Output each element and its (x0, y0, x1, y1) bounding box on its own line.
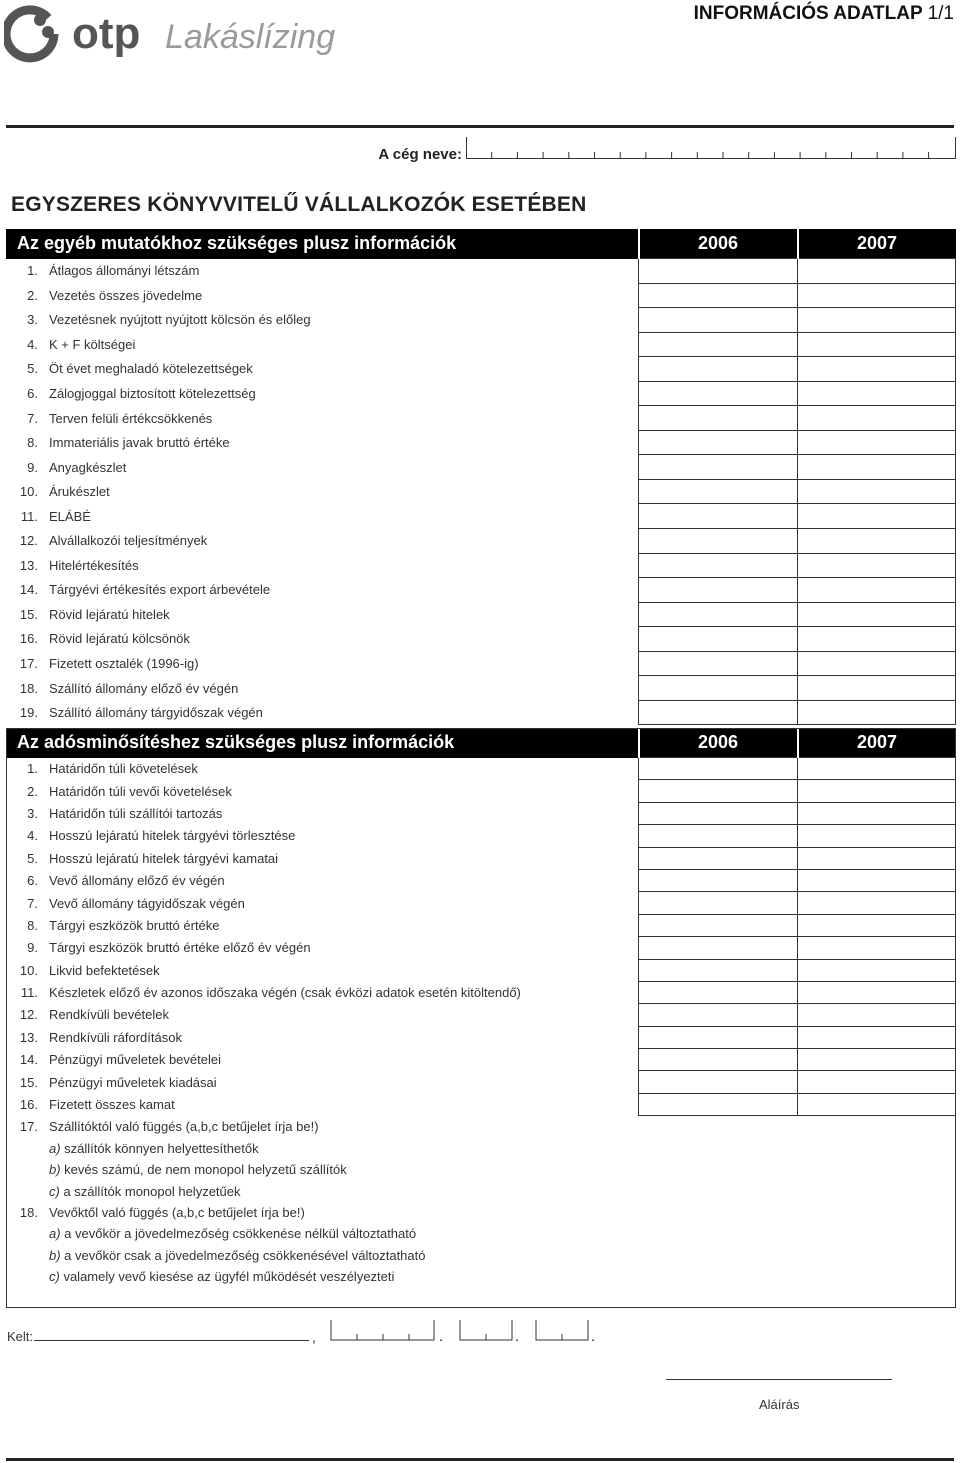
row-label: Tárgyi eszközök bruttó értéke (49, 917, 220, 933)
row-label: Terven felüli értékcsökkenés (49, 410, 213, 426)
value-cell-2006[interactable] (639, 676, 798, 701)
row-number: 3. (27, 312, 38, 328)
value-cell-2006[interactable] (639, 381, 798, 406)
logo-brand-text: otp (72, 9, 141, 58)
row-label: Hosszú lejáratú hitelek tárgyévi kamatai (49, 850, 279, 866)
value-cell-2007[interactable] (798, 959, 956, 981)
row-number: 5. (27, 361, 38, 377)
table-row (6, 1202, 956, 1223)
table2-year-2006: 2006 (639, 728, 798, 758)
table-row (6, 914, 956, 936)
page-number: 1/1 (927, 3, 954, 24)
row-number: 8. (27, 917, 38, 933)
row-number: 12. (19, 1007, 38, 1023)
row-number: 5. (27, 850, 38, 866)
row-label: Fizetett osztalék (1996-ig) (49, 656, 199, 672)
table-row (6, 430, 956, 455)
value-cell-2006[interactable] (639, 283, 798, 308)
row-label: Vevőktől való függés (a,b,c betűjelet írja be!) (49, 1205, 305, 1220)
signature-line[interactable] (666, 1379, 892, 1380)
place-input[interactable] (34, 1340, 309, 1341)
table-row (6, 780, 956, 802)
bottom-divider (6, 1458, 954, 1461)
value-cell-2007[interactable] (798, 455, 956, 480)
value-cell-2007[interactable] (798, 529, 956, 554)
table-row (6, 869, 956, 891)
row-label: Vevő állomány tágyidőszak végén (49, 895, 245, 911)
row-label: Anyagkészlet (49, 459, 127, 475)
row-number: 16. (19, 631, 38, 647)
table-row (6, 553, 956, 578)
table-row (6, 578, 956, 603)
other-indicators-table (6, 229, 956, 725)
row-label: Határidőn túli követelések (49, 761, 198, 777)
top-divider (6, 125, 954, 128)
row-label: ELÁBÉ (49, 508, 91, 524)
row-number: 17. (19, 656, 38, 672)
option-text (6, 1223, 956, 1244)
value-cell-2007[interactable] (798, 1093, 956, 1115)
row-label: Vevő állomány előző év végén (49, 873, 225, 889)
company-name-label: A cég neve: (378, 146, 462, 163)
value-cell-2006[interactable] (639, 504, 798, 529)
row-label: Zálogjoggal biztosított kötelezettség (49, 386, 256, 401)
option-letter: c) (49, 1269, 60, 1285)
option-row (6, 1159, 956, 1180)
document-title (694, 3, 954, 25)
row-number: 10. (19, 484, 38, 500)
row-label: Szállítóktól való függés (a,b,c betűjelet írja be!) (49, 1119, 319, 1135)
value-cell-2006[interactable] (639, 869, 798, 891)
value-cell-2007[interactable] (798, 780, 956, 802)
value-cell-2007[interactable] (798, 802, 956, 824)
value-cell-2006[interactable] (639, 259, 798, 284)
row-label: Pénzügyi műveletek kiadásai (49, 1074, 217, 1090)
table1-header-row (6, 229, 956, 259)
signature-label: Aláírás (759, 1397, 800, 1412)
table2-title: Az adósminősítéshez szükséges plusz információk (6, 728, 639, 758)
value-cell-2006[interactable] (639, 627, 798, 652)
value-cell-2007[interactable] (798, 914, 956, 936)
value-cell-2007[interactable] (798, 869, 956, 891)
option-description: a vevőkör a jövedelmezőség csökkenése nélkül változtatható (60, 1226, 417, 1242)
value-cell-2007[interactable] (798, 504, 956, 529)
date-dot-1: . (439, 1328, 443, 1344)
option-row (6, 1266, 956, 1287)
row-number: 12. (19, 533, 38, 549)
row-label: Tárgyévi értékesítés export árbevétele (49, 582, 271, 598)
value-cell-2006[interactable] (639, 1049, 798, 1071)
option-row (6, 1138, 956, 1159)
row-label: Határidőn túli szállítói tartozás (49, 805, 223, 821)
table-row (6, 283, 956, 308)
option-letter: a) (49, 1140, 61, 1156)
row-label: Határidőn túli vevői követelések (49, 783, 232, 799)
date-input[interactable] (330, 1320, 600, 1346)
table-row (6, 504, 956, 529)
row-number: 1. (27, 263, 38, 279)
value-cell-2006[interactable] (639, 780, 798, 802)
row-label: Tárgyi eszközök bruttó értéke előző év végén (49, 940, 311, 956)
row-label: Immateriális javak bruttó értéke (49, 435, 230, 451)
row-number: 14. (19, 1052, 38, 1068)
value-cell-2006[interactable] (639, 1093, 798, 1115)
value-cell-2007[interactable] (798, 259, 956, 284)
option-row (6, 1180, 956, 1201)
row-label: Rendkívüli ráfordítások (49, 1029, 182, 1045)
row-label: Árukészlet (49, 484, 110, 500)
option-letter: c) (49, 1183, 60, 1199)
table-row (6, 529, 956, 554)
value-cell-2006[interactable] (639, 602, 798, 627)
row-label: Szállító állomány előző év végén (49, 680, 239, 696)
option-text (6, 1245, 956, 1266)
row-label: Alvállalkozói teljesítmények (49, 533, 208, 549)
value-cell-2007[interactable] (798, 1049, 956, 1071)
value-cell-2007[interactable] (798, 1026, 956, 1048)
table-row (6, 676, 956, 701)
value-cell-2006[interactable] (639, 959, 798, 981)
value-cell-2006[interactable] (639, 529, 798, 554)
value-cell-2006[interactable] (639, 479, 798, 504)
value-cell-2006[interactable] (639, 553, 798, 578)
value-cell-2006[interactable] (639, 892, 798, 914)
option-description: a szállítók monopol helyzetűek (59, 1183, 241, 1199)
table-row (6, 981, 956, 1003)
value-cell-2006[interactable] (639, 847, 798, 869)
row-label: Likvid befektetések (49, 962, 160, 978)
option-text (6, 1159, 956, 1180)
row-number: 16. (19, 1097, 38, 1113)
company-name-input[interactable] (466, 137, 956, 159)
value-cell-2007[interactable] (798, 553, 956, 578)
row-number: 11. (20, 508, 38, 524)
table1-year-2006: 2006 (639, 229, 798, 259)
value-cell-2006[interactable] (639, 406, 798, 431)
row-label: Rövid lejáratú kölcsönök (49, 631, 190, 647)
row-label: Pénzügyi műveletek bevételei (49, 1052, 221, 1068)
place-comma: , (312, 1329, 316, 1345)
row-number: 11. (20, 985, 38, 1001)
value-cell-2007[interactable] (798, 332, 956, 357)
value-cell-2006[interactable] (639, 308, 798, 333)
option-letter: b) (49, 1247, 61, 1263)
empty-cell (639, 1116, 956, 1138)
row-number: 3. (27, 805, 38, 821)
value-cell-2007[interactable] (798, 578, 956, 603)
table-row (6, 802, 956, 824)
value-cell-2006[interactable] (639, 758, 798, 780)
place-label: Kelt: (7, 1329, 34, 1344)
table-row (6, 1026, 956, 1048)
row-number: 15. (19, 1074, 38, 1090)
row-number: 8. (27, 435, 38, 451)
row-label: Fizetett összes kamat (49, 1097, 175, 1113)
table-row (6, 332, 956, 357)
row-number: 13. (19, 1029, 38, 1045)
row-label: Szállító állomány tárgyidőszak végén (49, 705, 263, 721)
option-text (6, 1138, 956, 1159)
option-letter: b) (49, 1162, 61, 1178)
row-number: 7. (27, 410, 38, 426)
value-cell-2006[interactable] (639, 937, 798, 959)
row-label: Öt évet meghaladó kötelezettségek (49, 361, 253, 377)
table-row (6, 357, 956, 382)
value-cell-2006[interactable] (639, 825, 798, 847)
value-cell-2007[interactable] (798, 847, 956, 869)
option-row (6, 1245, 956, 1266)
row-label: Rendkívüli bevételek (49, 1007, 169, 1023)
value-cell-2006[interactable] (639, 981, 798, 1003)
table-row (6, 259, 956, 284)
value-cell-2007[interactable] (798, 381, 956, 406)
table-row (6, 455, 956, 480)
row-label: Készletek előző év azonos időszaka végén (csak évközi adatok esetén kitöltendő) (49, 985, 521, 1001)
credit-rating-table (6, 728, 956, 1287)
table-row (6, 700, 956, 725)
value-cell-2006[interactable] (639, 1026, 798, 1048)
option-letter: a) (49, 1226, 61, 1242)
row-label: Hosszú lejáratú hitelek tárgyévi törlesztése (49, 828, 296, 844)
row-number: 2. (27, 287, 38, 303)
table-row (6, 1116, 956, 1138)
row-number: 9. (27, 940, 38, 956)
table-row (6, 602, 956, 627)
value-cell-2007[interactable] (798, 430, 956, 455)
value-cell-2007[interactable] (798, 1071, 956, 1093)
otp-logo-mark-icon (6, 10, 54, 58)
table-row (6, 1093, 956, 1115)
section-heading: EGYSZERES KÖNYVVITELŰ VÁLLALKOZÓK ESETÉBEN (11, 193, 587, 216)
option-description: kevés számú, de nem monopol helyzetű szállítók (60, 1162, 347, 1178)
option-text (6, 1180, 956, 1201)
value-cell-2006[interactable] (639, 430, 798, 455)
value-cell-2007[interactable] (798, 892, 956, 914)
value-cell-2006[interactable] (639, 802, 798, 824)
value-cell-2007[interactable] (798, 627, 956, 652)
row-label: K + F költségei (49, 336, 136, 352)
table-row (6, 406, 956, 431)
row-number: 2. (27, 783, 38, 799)
value-cell-2007[interactable] (798, 308, 956, 333)
value-cell-2007[interactable] (798, 758, 956, 780)
date-dot-2: . (515, 1328, 519, 1344)
logo-product-text: Lakáslízing (165, 18, 336, 56)
table-row (6, 892, 956, 914)
row-number: 18. (19, 1205, 38, 1220)
value-cell-2007[interactable] (798, 981, 956, 1003)
option-row (6, 1223, 956, 1244)
row-number: 4. (27, 336, 38, 352)
value-cell-2007[interactable] (798, 676, 956, 701)
table2-year-2007: 2007 (798, 728, 956, 758)
row-number: 6. (27, 386, 38, 401)
row-number: 9. (27, 459, 38, 475)
option-description: a vevőkör csak a jövedelmezőség csökkenésével változtatható (60, 1247, 426, 1263)
row-number: 4. (27, 828, 38, 844)
table1-title: Az egyéb mutatókhoz szükséges plusz információk (6, 229, 639, 259)
table-row (6, 1004, 956, 1026)
row-label: Vezetésnek nyújtott nyújtott kölcsön és előleg (49, 312, 311, 328)
table-row (6, 381, 956, 406)
table-row (6, 308, 956, 333)
value-cell-2007[interactable] (798, 1004, 956, 1026)
value-cell-2006[interactable] (639, 914, 798, 936)
option-description: valamely vevő kiesése az ügyfél működését veszélyezteti (59, 1269, 395, 1285)
row-label: Átlagos állományi létszám (49, 263, 200, 279)
value-cell-2007[interactable] (798, 651, 956, 676)
value-cell-2006[interactable] (639, 332, 798, 357)
value-cell-2007[interactable] (798, 406, 956, 431)
value-cell-2007[interactable] (798, 937, 956, 959)
table-row (6, 847, 956, 869)
value-cell-2006[interactable] (639, 651, 798, 676)
row-number: 19. (19, 705, 38, 721)
value-cell-2006[interactable] (639, 455, 798, 480)
table-row (6, 651, 956, 676)
value-cell-2007[interactable] (798, 357, 956, 382)
value-cell-2007[interactable] (798, 283, 956, 308)
value-cell-2007[interactable] (798, 825, 956, 847)
table-row (6, 627, 956, 652)
table2-header-row (6, 728, 956, 758)
table-row (6, 959, 956, 981)
value-cell-2006[interactable] (639, 1071, 798, 1093)
value-cell-2007[interactable] (798, 479, 956, 504)
value-cell-2006[interactable] (639, 357, 798, 382)
table-row (6, 1071, 956, 1093)
row-label: Vezetés összes jövedelme (49, 287, 203, 303)
row-label: Hitelértékesítés (49, 557, 139, 573)
table1-year-2007: 2007 (798, 229, 956, 259)
row-number: 13. (19, 557, 38, 573)
row-number: 18. (19, 680, 38, 696)
value-cell-2006[interactable] (639, 700, 798, 725)
table-row (6, 758, 956, 780)
row-label: Rövid lejáratú hitelek (49, 606, 170, 622)
table-row (6, 1049, 956, 1071)
row-number: 1. (27, 761, 38, 777)
table-row (6, 479, 956, 504)
value-cell-2007[interactable] (798, 602, 956, 627)
value-cell-2006[interactable] (639, 578, 798, 603)
date-dot-3: . (591, 1328, 595, 1344)
row-number: 7. (27, 895, 38, 911)
document-title-text: INFORMÁCIÓS ADATLAP (693, 3, 923, 24)
option-description: szállítók könnyen helyettesíthetők (60, 1140, 259, 1156)
row-number: 14. (19, 582, 38, 598)
row-number: 17. (19, 1119, 38, 1135)
row-number: 6. (27, 873, 38, 889)
value-cell-2006[interactable] (639, 1004, 798, 1026)
row-number: 10. (19, 962, 38, 978)
otp-lakaslizing-logo (4, 2, 364, 66)
value-cell-2007[interactable] (798, 700, 956, 725)
row-number: 15. (19, 606, 38, 622)
option-text (6, 1266, 956, 1287)
table-row (6, 825, 956, 847)
table-row (6, 937, 956, 959)
